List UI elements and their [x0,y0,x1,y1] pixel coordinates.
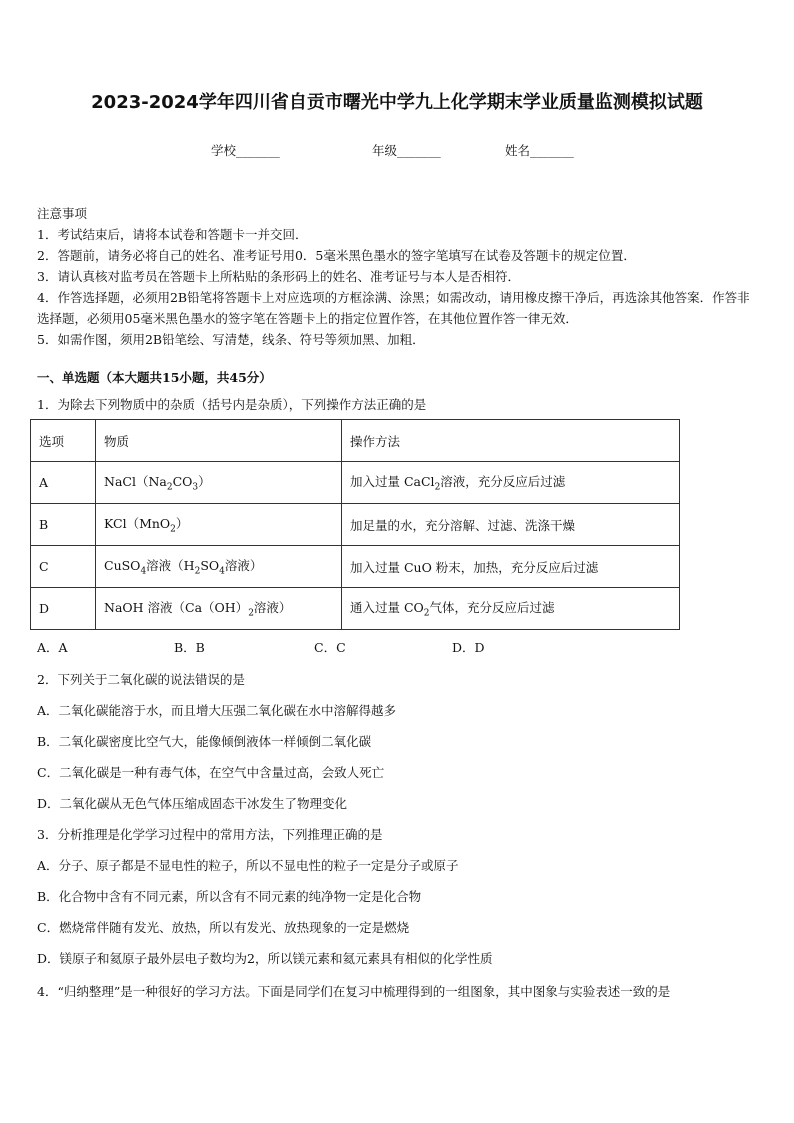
table-cell-substance: CuSO$_4$溶液（$H_2SO_4$溶液） [96,546,342,588]
note-item: 4．作答选择题，必须用2B铅笔将答题卡上对应选项的方框涂满、涂黑；如需改动，请用橡皮擦干净后，再选涂其他答案．作答非选择题，必须用05毫米黑色墨水的签字笔在答题卡上的指定位置作答，在其他位置作答一律无效． [37,290,750,326]
school-field: 学校_______ [211,143,280,158]
question-3-option: B．化合物中含有不同元素，所以含有不同元素的纯净物一定是化合物 [37,889,422,904]
question-2-option: B．二氧化碳密度比空气大，能像倾倒液体一样倾倒二氧化碳 [37,734,372,749]
section-heading: 一、单选题（本大题共15小题，共45分） [37,370,272,385]
table-cell-option: B [31,504,96,546]
table-cell-substance: NaOH 溶液（$Ca(OH)_2$溶液） [96,588,342,630]
table-row [31,588,680,630]
table-row [31,504,680,546]
note-item: 3．请认真核对监考员在答题卡上所粘贴的条形码上的姓名、准考证号与本人是否相符． [37,269,520,284]
note-item: 5．如需作图，须用2B铅笔绘、写清楚，线条、符号等须加黑、加粗． [37,332,425,347]
table-cell-method: 加入过量 CaCl$_2$溶液，充分反应后过滤 [342,462,680,504]
question-2-option: C．二氧化碳是一种有毒气体，在空气中含量过高，会致人死亡 [37,765,385,780]
question-3-stem: 3．分析推理是化学学习过程中的常用方法，下列推理正确的是 [37,827,383,842]
table-cell-substance: KCl（MnO$_2$） [96,504,342,546]
table-header: 物质 [96,420,342,462]
notes-heading: 注意事项 [37,206,88,221]
table-cell-option: D [31,588,96,630]
table-header: 操作方法 [342,420,680,462]
option-b: B．B [174,640,205,655]
option-d: D．D [452,640,485,655]
table-row [31,546,680,588]
table-header: 选项 [31,420,96,462]
question-2-option: D．二氧化碳从无色气体压缩成固态干冰发生了物理变化 [37,796,348,811]
grade-field: 年级_______ [372,143,441,158]
notes-list [37,224,757,350]
table-cell-option: A [31,462,96,504]
name-field: 姓名_______ [505,143,574,158]
question-3-option: A．分子、原子都是不显电性的粒子，所以不显电性的粒子一定是分子或原子 [37,858,459,873]
option-c: C．C [314,640,346,655]
table-cell-option: C [31,546,96,588]
question-4-stem: 4．“归纳整理”是一种很好的学习方法。下面是同学们在复习中梳理得到的一组图象，其中图象与实验表述一致的是 [37,984,671,999]
table-cell-method: 通入过量 $CO_2$气体，充分反应后过滤 [342,588,680,630]
note-item: 2．答题前，请务必将自己的姓名、准考证号用0．5毫米黑色墨水的签字笔填写在试卷及答题卡的规定位置． [37,248,636,263]
table-cell-method: 加入过量 CuO 粉末，加热，充分反应后过滤 [342,546,680,588]
page-title: 2023-2024学年四川省自贡市曙光中学九上化学期末学业质量监测模拟试题 [91,92,703,113]
table-cell-substance: $NaCl(Na_2CO_3)$ [96,462,342,504]
note-item: 1．考试结束后，请将本试卷和答题卡一并交回． [37,227,308,242]
table-row [31,462,680,504]
table-header-row [31,420,680,462]
question-3-option: C．燃烧常伴随有发光、放热，所以有发光、放热现象的一定是燃烧 [37,920,410,935]
question-1-table [30,419,680,630]
option-a: A．A [37,640,68,655]
question-2-option: A．二氧化碳能溶于水，而且增大压强二氧化碳在水中溶解得越多 [37,703,397,718]
question-2-stem: 2．下列关于二氧化碳的说法错误的是 [37,672,245,687]
question-3-option: D．镁原子和氦原子最外层电子数均为2，所以镁元素和氦元素具有相似的化学性质 [37,951,493,966]
table-cell-method: 加足量的水，充分溶解、过滤、洗涤干燥 [342,504,680,546]
question-1-stem: 1．为除去下列物质中的杂质（括号内是杂质），下列操作方法正确的是 [37,397,427,412]
